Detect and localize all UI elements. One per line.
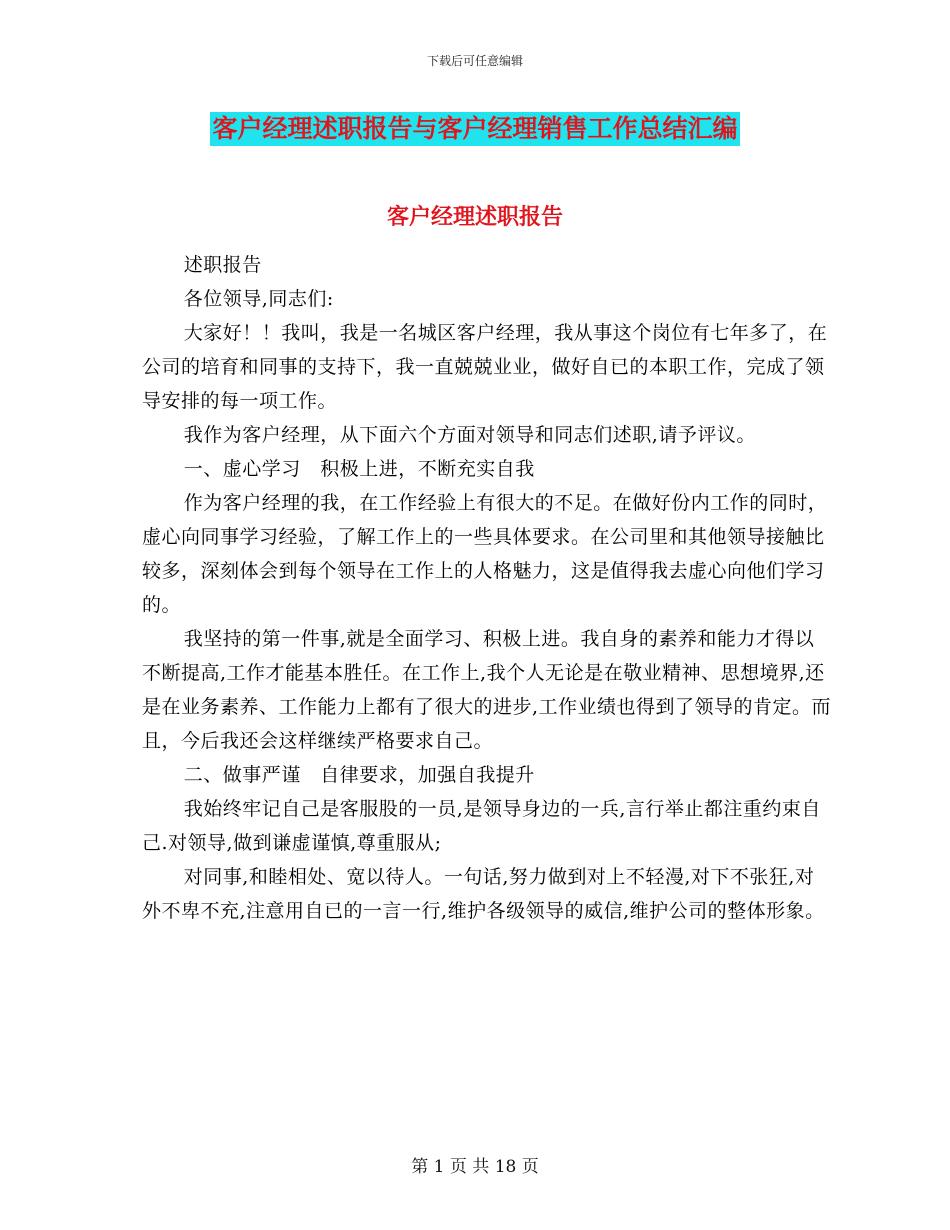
paragraph: 我作为客户经理，从下面六个方面对领导和同志们述职,请予评议。 xyxy=(183,424,756,446)
page-footer: 第 1 页 共 18 页 xyxy=(411,1157,539,1177)
paragraph: 我坚持的第一件事,就是全面学习、积极上进。我自身的素养和能力才得以不断提高,工作才能基本胜任。在工作上,我个人无论是在敬业精神、思想境界,还是在业务素养、工作能力上都有了很大的进步,工作业绩也得到了领导的肯定。而且，今后我还会这样继续严格要求自己。 xyxy=(142,628,832,752)
main-title: 客户经理述职报告与客户经理销售工作总结汇编 xyxy=(210,112,739,146)
paragraph: 述职报告 xyxy=(183,254,262,276)
main-title-container xyxy=(0,112,950,146)
paragraph: 对同事,和睦相处、宽以待人。一句话,努力做到对上不轻漫,对下不张狂,对外不卑不充,注意用自已的一言一行,维护各级领导的威信,维护公司的整体形象。 xyxy=(142,866,825,922)
document-body xyxy=(142,248,832,928)
paragraph: 作为客户经理的我，在工作经验上有很大的不足。在做好份内工作的同时，虚心向同事学习经验，了解工作上的一些具体要求。在公司里和其他领导接触比较多，深刻体会到每个领导在工作上的人格魅力，这是值得我去虚心向他们学习的。 xyxy=(142,492,828,616)
paragraph: 各位领导,同志们: xyxy=(183,288,334,310)
section-title: 客户经理述职报告 xyxy=(386,204,563,230)
paragraph: 大家好！！我叫，我是一名城区客户经理，我从事这个岗位有七年多了，在公司的培育和同事的支持下，我一直兢兢业业，做好自已的本职工作，完成了领导安排的每一项工作。 xyxy=(142,322,828,412)
header-note: 下载后可任意编辑 xyxy=(426,54,523,68)
section-heading: 一、虚心学习 积极上进，不断充实自我 xyxy=(183,458,535,480)
section-heading: 二、做事严谨 自律要求，加强自我提升 xyxy=(183,764,535,786)
paragraph: 我始终牢记自己是客服股的一员,是领导身边的一兵,言行举止都注重约束自己.对领导,做到谦虚谨慎,尊重服从; xyxy=(142,798,821,854)
